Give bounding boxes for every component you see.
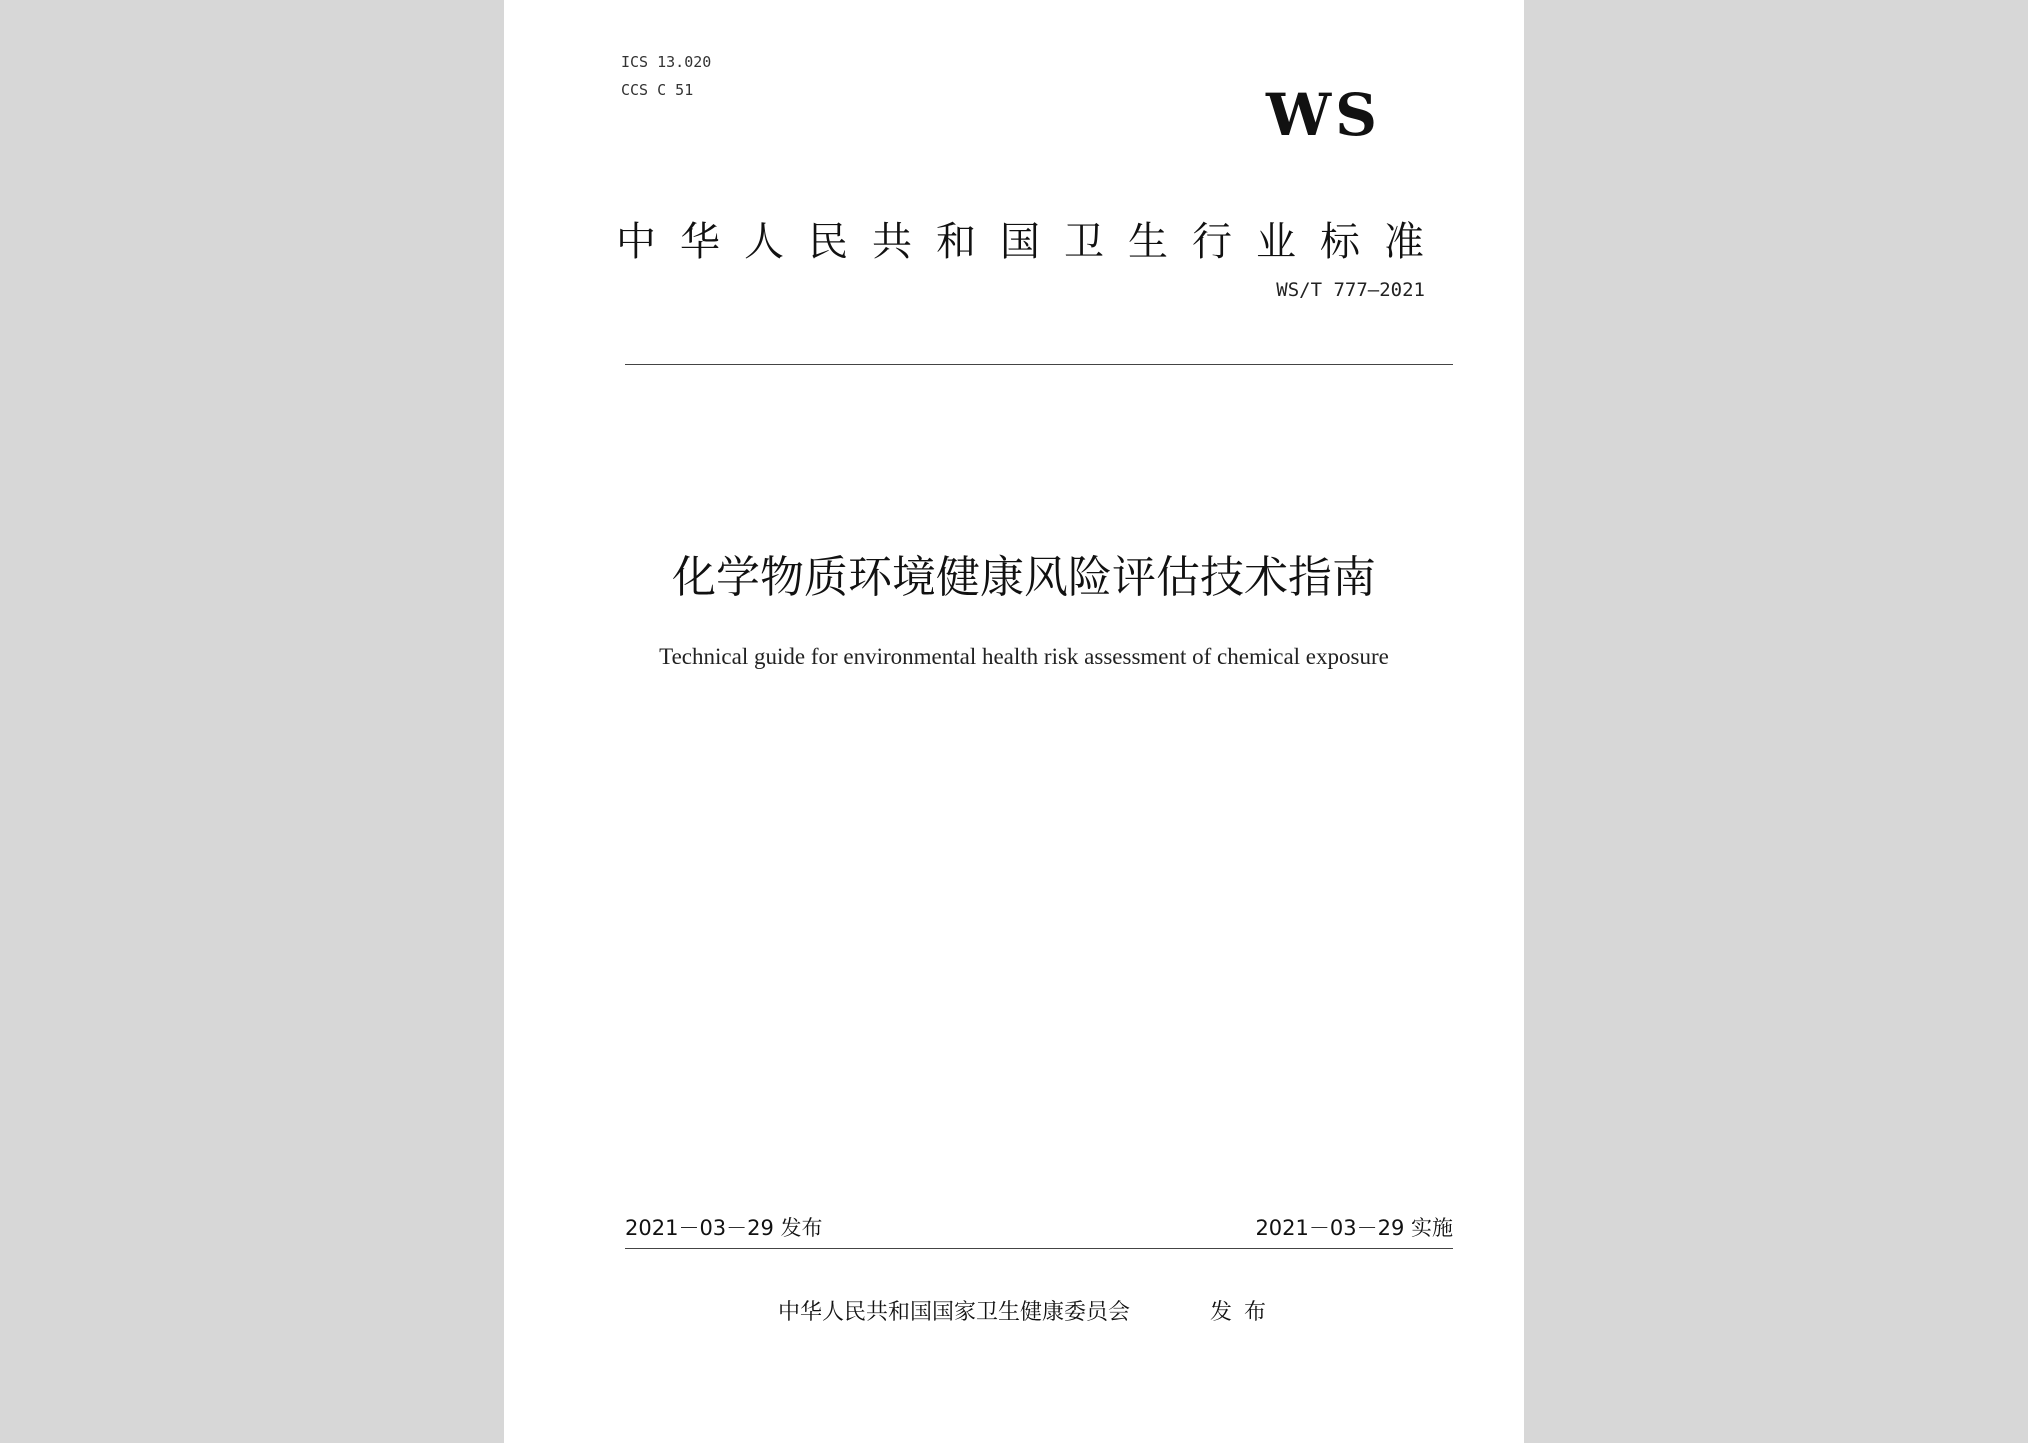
publish-date: 2021－03－29 发布 bbox=[625, 1216, 823, 1240]
standard-classification: 中华人民共和国卫生行业标准 bbox=[616, 219, 1448, 265]
document-page bbox=[504, 0, 1524, 1443]
issuing-authority: 中华人民共和国国家卫生健康委员会 bbox=[778, 1300, 1131, 1325]
classification-codes bbox=[621, 48, 711, 104]
ccs-code: CCS C 51 bbox=[621, 81, 694, 99]
implement-date: 2021－03－29 实施 bbox=[1255, 1216, 1453, 1240]
ws-logo: WS bbox=[1266, 81, 1382, 149]
document-title-chinese: 化学物质环境健康风险评估技术指南 bbox=[672, 552, 1376, 603]
document-title-english: Technical guide for environmental health risk assessment of chemical exposure bbox=[659, 644, 1389, 669]
ics-code: ICS 13.020 bbox=[621, 53, 712, 71]
standard-number: WS/T 777—2021 bbox=[1276, 279, 1425, 301]
bottom-divider bbox=[625, 1248, 1453, 1249]
top-divider bbox=[625, 364, 1453, 365]
issue-label: 发布 bbox=[1210, 1300, 1279, 1325]
